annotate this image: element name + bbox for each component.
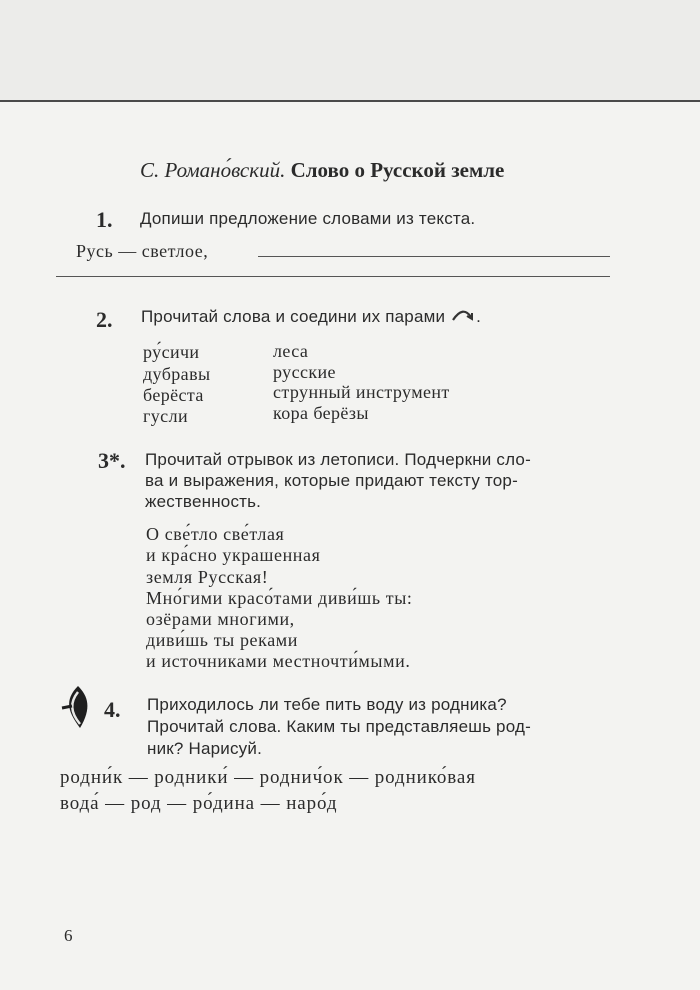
task2-left-word: дубравы (143, 364, 211, 384)
task4-text-line: Прочитай слова. Каким ты представляешь род- (147, 717, 531, 736)
title-work: Слово о Русской земле (290, 158, 505, 182)
task4-text-line: ник? Нарисуй. (147, 739, 263, 758)
task1-text: Допиши предложение словами из текста. (140, 209, 476, 228)
page-number: 6 (64, 926, 73, 945)
task2-left-word: берёста (143, 385, 204, 405)
arc-arrow-icon (450, 307, 476, 328)
poem-line: Мно́гими красо́тами диви́шь ты: (146, 588, 413, 608)
task3-number: 3*. (98, 448, 126, 473)
task3-text-line: жественность. (145, 492, 262, 511)
task2-number: 2. (96, 307, 113, 332)
task1-sentence-start: Русь — светлое, (76, 241, 209, 261)
title-author: С. Романо́вский. (140, 158, 286, 182)
task2-period: . (476, 307, 482, 326)
poem-line: О све́тло све́тлая (146, 524, 285, 544)
poem-line: и кра́сно украшенная (146, 545, 321, 565)
poem-line: земля Русская! (146, 567, 269, 587)
task1-answer-line-2[interactable] (56, 276, 610, 277)
task2-text: Прочитай слова и соедини их парами (141, 307, 446, 326)
task1-number: 1. (96, 207, 113, 232)
task2-instruction (141, 307, 481, 328)
task3-text-line: ва и выражения, которые придают тексту тор- (145, 471, 518, 490)
poem-line: и источниками местночти́мыми. (146, 651, 411, 671)
task1-answer-line-1[interactable] (258, 256, 610, 257)
task2-right-word: струнный инструмент (273, 382, 450, 402)
task4-words-line: вода́ — род — ро́дина — наро́д (60, 793, 338, 814)
task2-left-word: гусли (143, 406, 188, 426)
page-title (140, 158, 504, 183)
scan-top-margin (0, 0, 700, 102)
task2-left-word: ру́сичи (143, 342, 200, 362)
task2-right-word: кора берёзы (273, 403, 369, 423)
poem-line: озёрами многими, (146, 609, 295, 629)
task3-text-line: Прочитай отрывок из летописи. Подчеркни сло- (145, 450, 531, 469)
pen-icon (58, 684, 98, 735)
task4-words-line: родни́к — родники́ — роднич́ок — роднико́вая (60, 767, 476, 788)
task2-right-word: русские (273, 362, 336, 382)
task4-text-line: Приходилось ли тебе пить воду из родника? (147, 695, 507, 714)
poem-line: диви́шь ты реками (146, 630, 299, 650)
task2-right-word: леса (273, 341, 309, 361)
task4-number: 4. (104, 697, 121, 722)
workbook-page (0, 102, 700, 990)
